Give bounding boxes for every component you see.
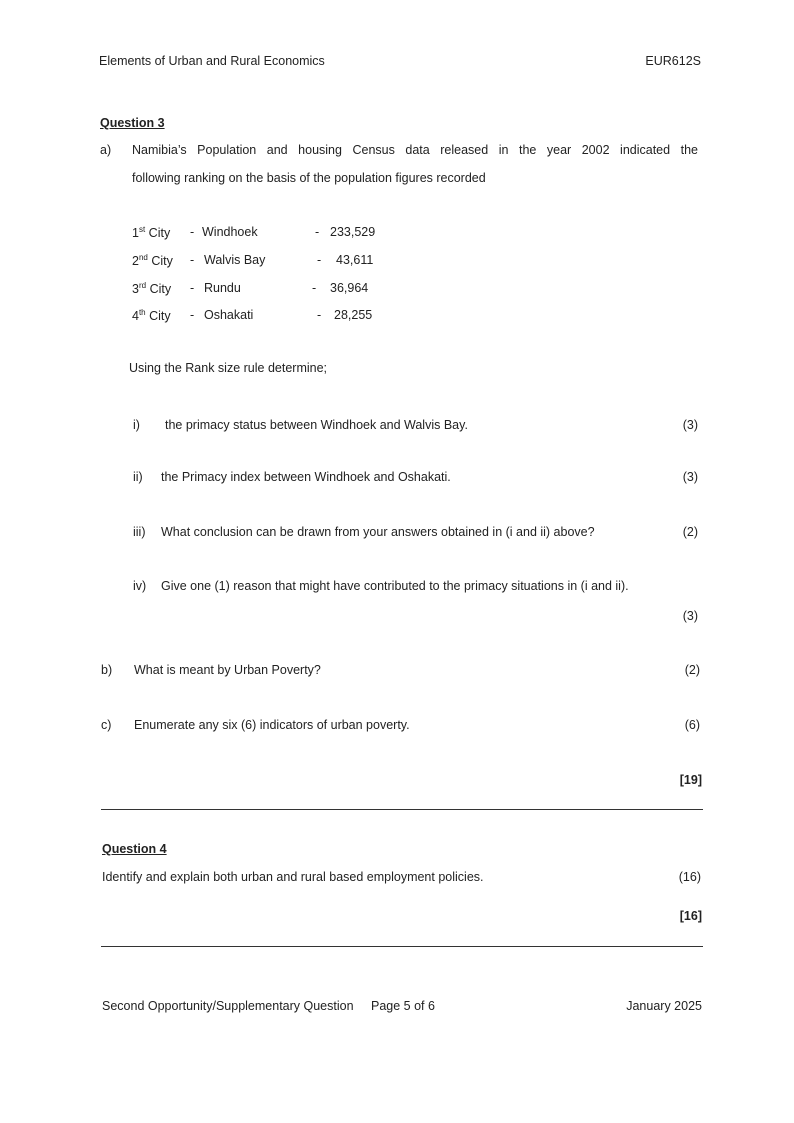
part-b-marks: (2) xyxy=(684,663,700,677)
question-4-text: Identify and explain both urban and rural based employment policies. xyxy=(102,870,484,884)
city-name: Rundu xyxy=(204,281,241,295)
city-row xyxy=(132,281,432,301)
population: 28,255 xyxy=(334,308,373,322)
part-a-label: a) xyxy=(100,143,112,157)
question-4-total: [16] xyxy=(679,909,702,923)
dash: - xyxy=(190,225,195,239)
rank: 1 xyxy=(132,226,139,241)
dash: - xyxy=(190,281,195,295)
part-b-label: b) xyxy=(101,663,113,677)
header-course-code: EUR612S xyxy=(645,54,701,68)
question-3-total: [19] xyxy=(679,773,702,787)
sub-i-text: the primacy status between Windhoek and Walvis Bay. xyxy=(165,418,468,432)
city-word: City xyxy=(151,254,173,269)
city-word: City xyxy=(148,226,171,241)
rank-suffix: st xyxy=(138,225,146,234)
population: 36,964 xyxy=(330,281,369,295)
divider xyxy=(101,946,703,947)
part-c-marks: (6) xyxy=(684,718,700,732)
sub-iii-text: What conclusion can be drawn from your answers obtained in (i and ii) above? xyxy=(161,525,595,539)
footer-exam-type: Second Opportunity/Supplementary Question xyxy=(102,999,354,1013)
instruction-text: Using the Rank size rule determine; xyxy=(129,361,328,375)
part-a-text-line2: following ranking on the basis of the population figures recorded xyxy=(132,171,486,185)
rank: 3 xyxy=(132,282,139,297)
dash: - xyxy=(317,253,322,267)
city-name: Oshakati xyxy=(204,308,254,322)
part-c-label: c) xyxy=(101,718,112,732)
part-b-text: What is meant by Urban Poverty? xyxy=(134,663,321,677)
sub-ii-marks: (3) xyxy=(682,470,698,484)
rank-suffix: nd xyxy=(138,253,148,262)
rank: 4 xyxy=(132,309,139,324)
sub-i-marks: (3) xyxy=(682,418,698,432)
sub-ii-label: ii) xyxy=(133,470,143,484)
question-3-title: Question 3 xyxy=(100,116,165,130)
dash: - xyxy=(312,281,317,295)
part-c-text: Enumerate any six (6) indicators of urban poverty. xyxy=(134,718,410,732)
sub-iv-label: iv) xyxy=(133,579,147,593)
sub-ii-text: the Primacy index between Windhoek and Oshakati. xyxy=(161,470,451,484)
dash: - xyxy=(190,253,195,267)
city-row xyxy=(132,308,432,328)
dash: - xyxy=(190,308,195,322)
dash: - xyxy=(315,225,320,239)
footer-date: January 2025 xyxy=(626,999,702,1013)
header-course-title: Elements of Urban and Rural Economics xyxy=(99,54,325,68)
city-name: Windhoek xyxy=(202,225,258,239)
sub-iii-label: iii) xyxy=(133,525,146,539)
rank-suffix: th xyxy=(138,308,146,317)
population: 43,611 xyxy=(336,253,374,267)
divider xyxy=(101,809,703,810)
footer-page-number: Page 5 of 6 xyxy=(371,999,435,1013)
population: 233,529 xyxy=(330,225,376,239)
dash: - xyxy=(317,308,322,322)
sub-i-label: i) xyxy=(133,418,140,432)
rank: 2 xyxy=(132,254,139,269)
city-word: City xyxy=(149,282,172,297)
sub-iii-marks: (2) xyxy=(682,525,698,539)
city-row xyxy=(132,225,432,245)
city-word: City xyxy=(149,309,171,324)
sub-iv-text: Give one (1) reason that might have contributed to the primacy situations in (i and ii). xyxy=(161,579,629,593)
question-4-marks: (16) xyxy=(678,870,701,884)
rank-suffix: rd xyxy=(138,281,147,290)
sub-iv-marks: (3) xyxy=(682,609,698,623)
part-a-text-line1: Namibia’s Population and housing Census data released in the year 2002 indicated the xyxy=(132,143,698,157)
city-name: Walvis Bay xyxy=(204,253,266,267)
city-row xyxy=(132,253,432,273)
question-4-title: Question 4 xyxy=(102,842,167,856)
